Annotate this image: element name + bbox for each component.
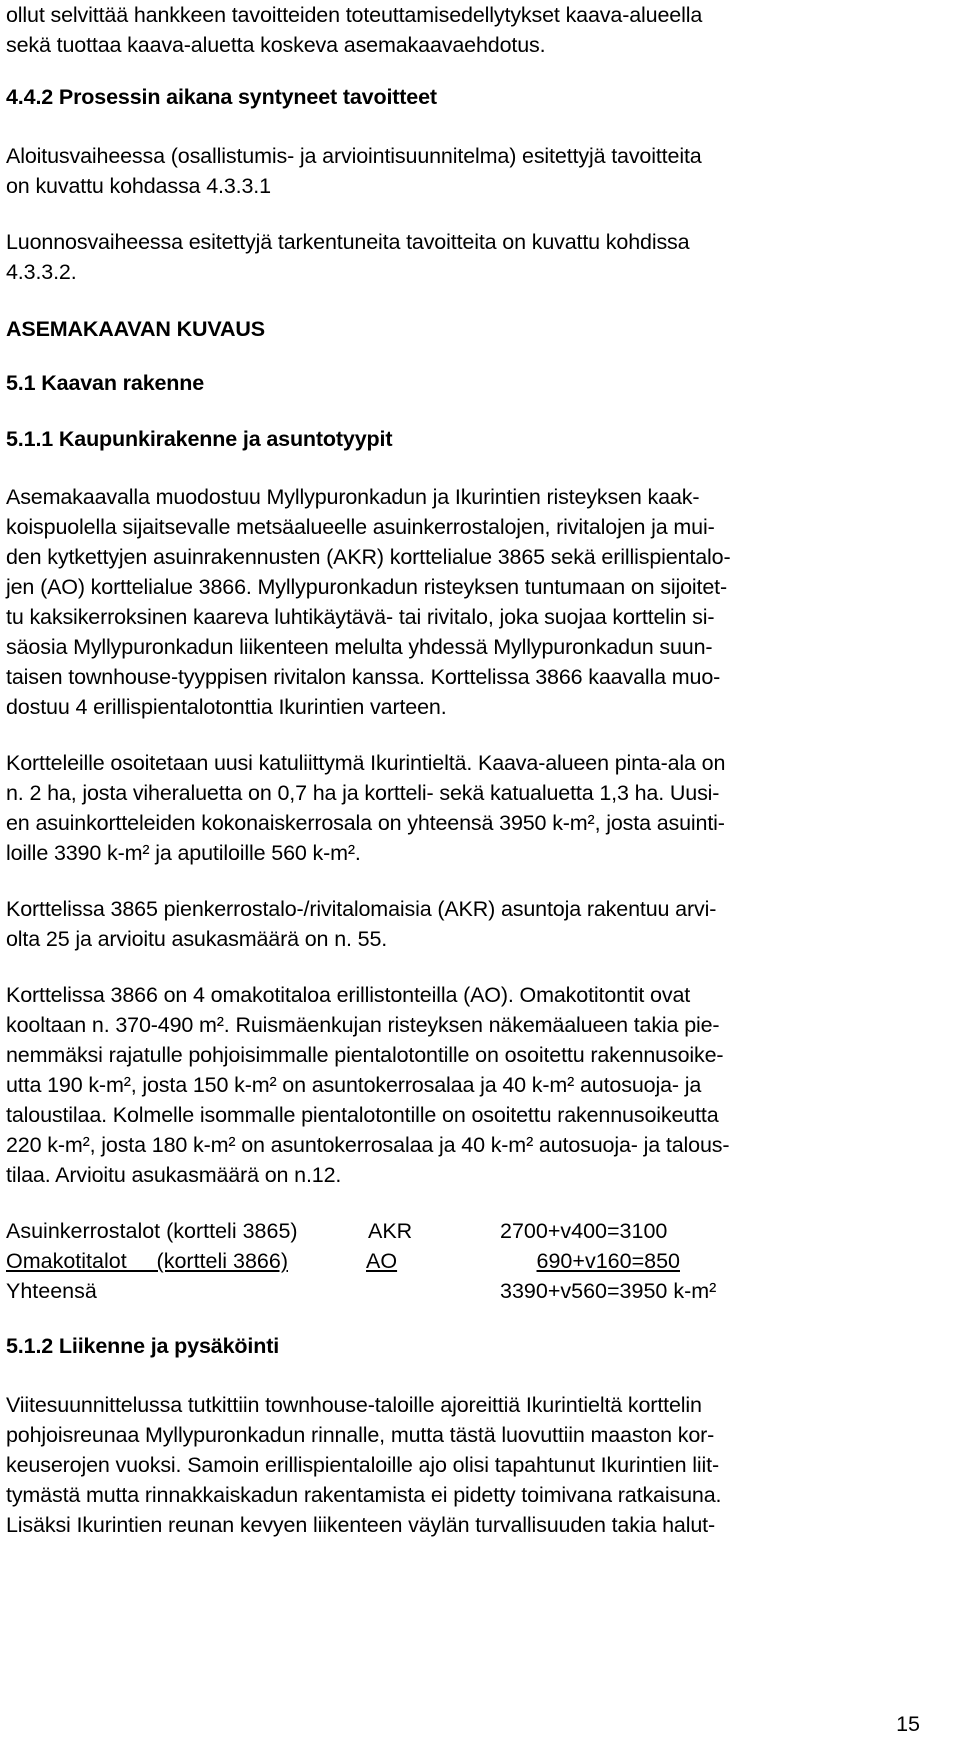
paragraph-line: Asemakaavalla muodostuu Myllypuronkadun ja Ikurintien risteyksen kaak- <box>6 485 700 509</box>
paragraph-line: jen (AO) korttelialue 3866. Myllypuronkadun risteyksen tuntumaan on sijoitet- <box>6 575 728 599</box>
paragraph-line: tymästä mutta rinnakkaiskadun rakentamista ei pidetty toimivana ratkaisuna. <box>6 1483 722 1507</box>
page-number: 15 <box>896 1712 920 1736</box>
section-heading-5-1-1: 5.1.1 Kaupunkirakenne ja asuntotyypit <box>6 427 393 451</box>
paragraph-line: Lisäksi Ikurintien reunan kevyen liikenteen väylän turvallisuuden takia halut- <box>6 1513 715 1537</box>
paragraph-line: pohjoisreunaa Myllypuronkadun rinnalle, mutta tästä luovuttiin maaston kor- <box>6 1423 715 1447</box>
table-cell-name: Yhteensä <box>6 1279 97 1303</box>
paragraph-line: koispuolella sijaitsevalle metsäalueelle asuinkerrostalojen, rivitalojen ja mui- <box>6 515 715 539</box>
section-heading-5-1: 5.1 Kaavan rakenne <box>6 371 205 395</box>
chapter-heading-5: ASEMAKAAVAN KUVAUS <box>6 317 265 341</box>
paragraph-line: tu kaksikerroksinen kaareva luhtikäytävä- tai rivitalo, joka suojaa korttelin si- <box>6 605 715 629</box>
paragraph-line: Viitesuunnittelussa tutkittiin townhouse-taloille ajoreittiä Ikurintieltä korttelin <box>6 1393 702 1417</box>
paragraph-line: 4.3.3.2. <box>6 260 77 284</box>
paragraph-line: nemmäksi rajatulle pohjoisimmalle pientalotontille on osoitettu rakennusoike- <box>6 1043 724 1067</box>
paragraph-line: kooltaan n. 370-490 m². Ruismäenkujan risteyksen näkemäalueen takia pie- <box>6 1013 720 1037</box>
table-cell-name: Omakotitalot (kortteli 3866) <box>6 1249 288 1273</box>
table-cell-name: Asuinkerrostalot (kortteli 3865) <box>6 1219 298 1243</box>
paragraph-line: on kuvattu kohdassa 4.3.3.1 <box>6 174 271 198</box>
paragraph-line: Kortteleille osoitetaan uusi katuliittymä Ikurintieltä. Kaava-alueen pinta-ala on <box>6 751 726 775</box>
paragraph-line: Korttelissa 3866 on 4 omakotitaloa erillistonteilla (AO). Omakotitontit ovat <box>6 983 691 1007</box>
paragraph-line: taisen townhouse-tyyppisen rivitalon kanssa. Korttelissa 3866 kaavalla muo- <box>6 665 721 689</box>
paragraph-line: loille 3390 k-m² ja aputiloille 560 k-m². <box>6 841 361 865</box>
paragraph-line: keuserojen vuoksi. Samoin erillispientaloille ajo olisi tapahtunut Ikurintien liit- <box>6 1453 719 1477</box>
paragraph-line: Aloitusvaiheessa (osallistumis- ja arviointisuunnitelma) esitettyjä tavoitteita <box>6 144 702 168</box>
paragraph-line: taloustilaa. Kolmelle isommalle pientalotontille on osoitettu rakennusoikeutta <box>6 1103 719 1127</box>
paragraph-line: n. 2 ha, josta viheraluetta on 0,7 ha ja kortteli- sekä katualuetta 1,3 ha. Uusi- <box>6 781 720 805</box>
paragraph-line: säosia Myllypuronkadun liikenteen melulta yhdessä Myllypuronkadun suun- <box>6 635 713 659</box>
paragraph-line: ollut selvittää hankkeen tavoitteiden toteuttamisedellytykset kaava-alueella <box>6 3 703 27</box>
paragraph-line: en asuinkortteleiden kokonaiskerrosala on yhteensä 3950 k-m², josta asuinti- <box>6 811 725 835</box>
table-cell-value: 2700+v400=3100 <box>500 1219 668 1243</box>
table-cell-code: AO <box>366 1249 398 1273</box>
table-cell-code: AKR <box>368 1219 413 1243</box>
table-cell-value: 3390+v560=3950 k-m² <box>500 1279 717 1303</box>
paragraph-line: tilaa. Arvioitu asukasmäärä on n.12. <box>6 1163 342 1187</box>
section-heading-4-4-2: 4.4.2 Prosessin aikana syntyneet tavoitteet <box>6 85 437 109</box>
paragraph-line: den kytkettyjen asuinrakennusten (AKR) korttelialue 3865 sekä erillispientalo- <box>6 545 731 569</box>
paragraph-line: utta 190 k-m², josta 150 k-m² on asuntokerrosalaa ja 40 k-m² autosuoja- ja <box>6 1073 702 1097</box>
paragraph-line: sekä tuottaa kaava-aluetta koskeva asemakaavaehdotus. <box>6 33 546 57</box>
paragraph-line: Luonnosvaiheessa esitettyjä tarkentuneita tavoitteita on kuvattu kohdissa <box>6 230 690 254</box>
section-heading-5-1-2: 5.1.2 Liikenne ja pysäköinti <box>6 1334 280 1358</box>
paragraph-line: Korttelissa 3865 pienkerrostalo-/rivitalomaisia (AKR) asuntoja rakentuu arvi- <box>6 897 717 921</box>
table-cell-value: 690+v160=850 <box>536 1249 680 1273</box>
paragraph-line: 220 k-m², josta 180 k-m² on asuntokerrosalaa ja 40 k-m² autosuoja- ja talous- <box>6 1133 730 1157</box>
paragraph-line: olta 25 ja arvioitu asukasmäärä on n. 55. <box>6 927 388 951</box>
paragraph-line: dostuu 4 erillispientalotonttia Ikurintien varteen. <box>6 695 447 719</box>
